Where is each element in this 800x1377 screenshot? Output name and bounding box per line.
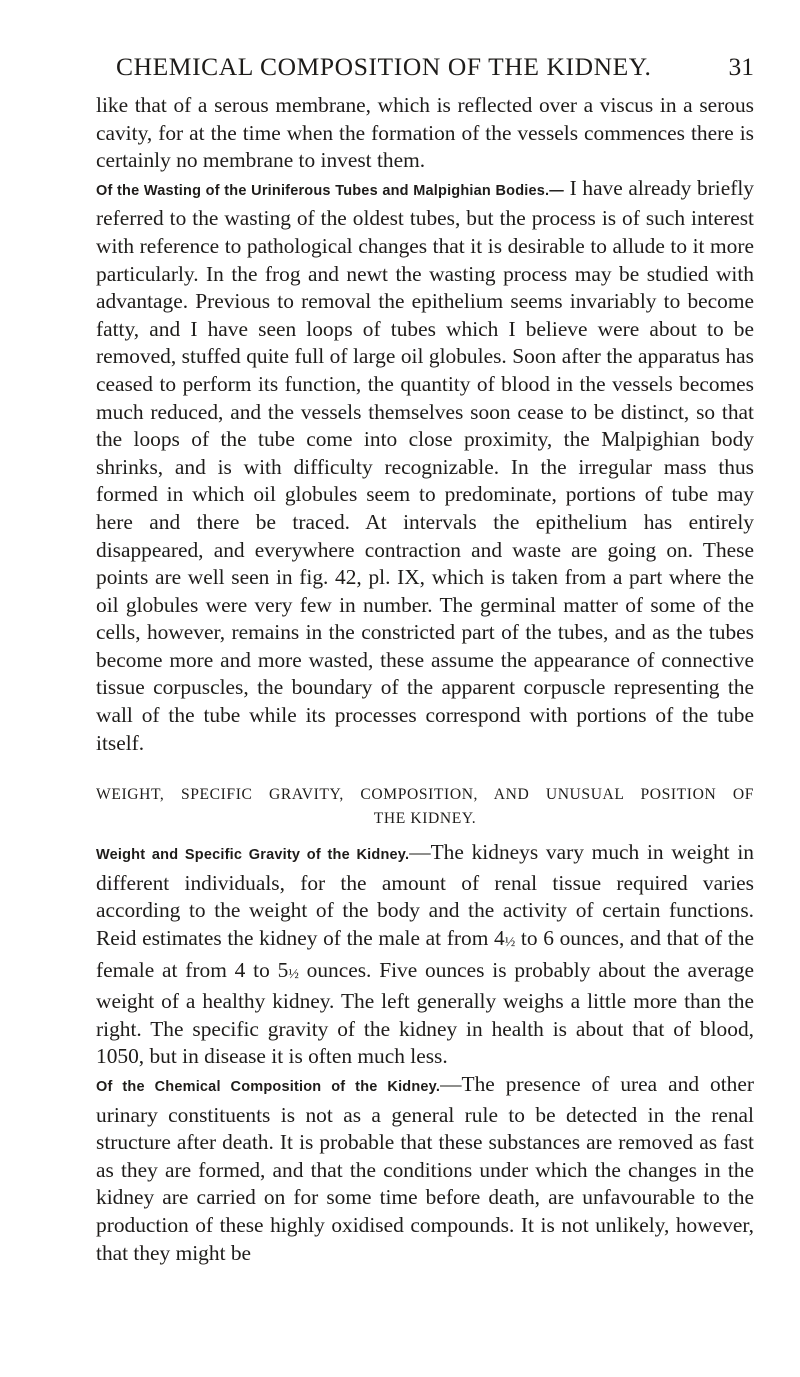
paragraph-text: —The presence of urea and other urinary constituents is not as a general rule to be detected in the renal structure after death. It is probable that these substances are removed as fast as they are formed, and that the conditions under which the changes in the kidney are carried on for some time before death, are unfavourable to the production of these highly oxidised compounds. It is not unlikely, however, that they might be bbox=[96, 1072, 754, 1265]
paragraph-text: to 6 ounces, and that of the female at from 4 to 5 bbox=[96, 926, 754, 982]
book-page bbox=[96, 52, 754, 1267]
section-heading-line-1: WEIGHT, SPECIFIC GRAVITY, COMPOSITION, AND UNUSUAL POSITION OF bbox=[96, 786, 754, 804]
fraction-half: ½ bbox=[288, 966, 299, 982]
side-head-wasting: Of the Wasting of the Uriniferous Tubes and Malpighian Bodies.— bbox=[96, 182, 564, 199]
paragraph-text: ounces. Five ounces is probably about the average weight of a healthy kidney. The left generally weighs a little more than the right. The specific gravity of the kidney in health is about that of blood, 1050, but in disease it is often much less. bbox=[96, 957, 754, 1069]
running-head bbox=[96, 52, 754, 86]
paragraph-text: I have already briefly referred to the wasting of the oldest tubes, but the process is of such interest with reference to pathological changes that it is desirable to allude to it more particularly. In the frog and newt the wasting process may be studied with advantage. Previous to removal the epithelium seems invariably to become fatty, and I have seen loops of tubes which I believe were about to be removed, stuffed quite full of large oil globules. Soon after the apparatus has ceased to perform its function, the quantity of blood in the vessels becomes much reduced, and the vessels themselves soon cease to be distinct, so that the loops of the tube come into close proximity, the Malpighian body shrinks, and is with difficulty recognizable. In the irregular mass thus formed in which oil globules seem to predominate, portions of tube may here and there be traced. At intervals the epithelium has entirely disappeared, and everywhere contraction and waste are going on. These points are well seen in fig. 42, pl. IX, which is taken from a part where the oil globules were very few in number. The germinal matter of some of the cells, however, remains in the constricted part of the tubes, and as the tubes become more and more wasted, these assume the appearance of connective tissue corpuscles, the boundary of the apparent corpuscle representing the wall of the tube while its processes correspond with portions of the tube itself. bbox=[96, 175, 754, 755]
side-head-weight: Weight and Specific Gravity of the Kidney. bbox=[96, 847, 410, 864]
paragraph-weight-and-gravity bbox=[96, 839, 754, 1071]
running-title: CHEMICAL COMPOSITION OF THE KIDNEY. bbox=[116, 52, 652, 81]
fraction-half: ½ bbox=[504, 935, 516, 951]
paragraph-text: —The kidneys vary much in weight in different individuals, for the amount of renal tissue required varies according to the weight of the body and the activity of certain functions. Reid estimates the kidney of the male at from 4 bbox=[96, 840, 754, 951]
page-number: 31 bbox=[728, 52, 754, 81]
paragraph-text: like that of a serous membrane, which is reflected over a viscus in a serous cavity, for at the time when the formation of the vessels commences there is certainly no membrane to invest them. bbox=[96, 93, 754, 173]
side-head-chemical: Of the Chemical Composition of the Kidney. bbox=[96, 1079, 441, 1095]
paragraph-chemical-composition bbox=[96, 1071, 754, 1267]
paragraph-serous-membrane bbox=[96, 92, 754, 175]
section-heading bbox=[96, 783, 754, 831]
section-heading-line-2: THE KIDNEY. bbox=[373, 810, 477, 828]
paragraph-wasting-of-tubes bbox=[96, 175, 754, 757]
